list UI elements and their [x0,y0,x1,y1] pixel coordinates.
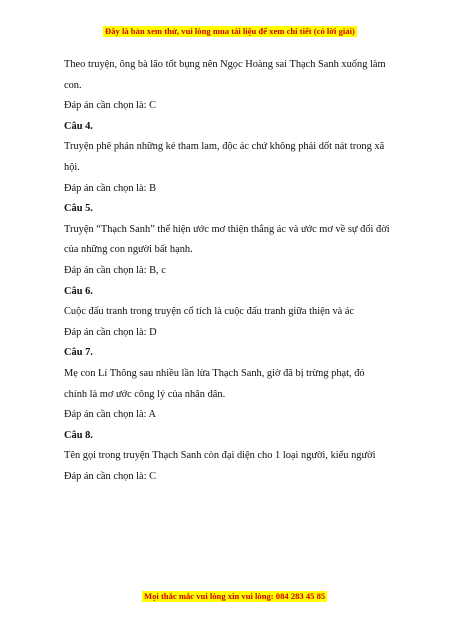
contact-banner: Mọi thắc mắc vui lòng xin vui lòng: 084 283 45 85 [144,591,326,601]
paragraph: Mẹ con Lí Thông sau nhiều lần lừa Thạch Sanh, giờ đã bị trừng phạt, đó chính là mơ ước công lý của nhân dân. [64,367,365,400]
question-heading: Câu 5. [64,203,93,215]
preview-notice-banner: Đây là bản xem thử, vui lòng mua tài liệu để xem chi tiết (có lời giải) [105,26,355,36]
question-heading: Câu 8. [64,429,93,441]
question-heading: Câu 6. [64,285,93,297]
answer-line: Đáp án cần chọn là: C [64,470,157,482]
answer-line: Đáp án cần chọn là: D [64,326,157,338]
paragraph: Truyện phê phán những kẻ tham lam, độc ác chứ không phải dốt nát trong xã hội. [64,141,385,173]
answer-line: Đáp án cần chọn là: B, c [64,264,166,276]
answer-line: Đáp án cần chọn là: C [64,100,157,112]
paragraph: Theo truyện, ông bà lão tốt bụng nên Ngọc Hoàng sai Thạch Sanh xuống làm con. [64,59,386,91]
answer-line: Đáp án cần chọn là: A [64,409,157,421]
paragraph: Cuộc đấu tranh trong truyện cổ tích là cuộc đấu tranh giữa thiện và ác [64,306,355,318]
answer-line: Đáp án cần chọn là: B [64,182,157,194]
paragraph: Tên gọi trong truyện Thạch Sanh còn đại diện cho 1 loại người, kiểu người [64,450,376,462]
document-content [64,55,390,487]
paragraph: Truyện “Thạch Sanh” thể hiện ước mơ thiện thắng ác và ước mơ về sự đổi đời của những con người bất hạnh. [64,223,390,256]
question-heading: Câu 4. [64,120,93,132]
question-heading: Câu 7. [64,347,93,359]
